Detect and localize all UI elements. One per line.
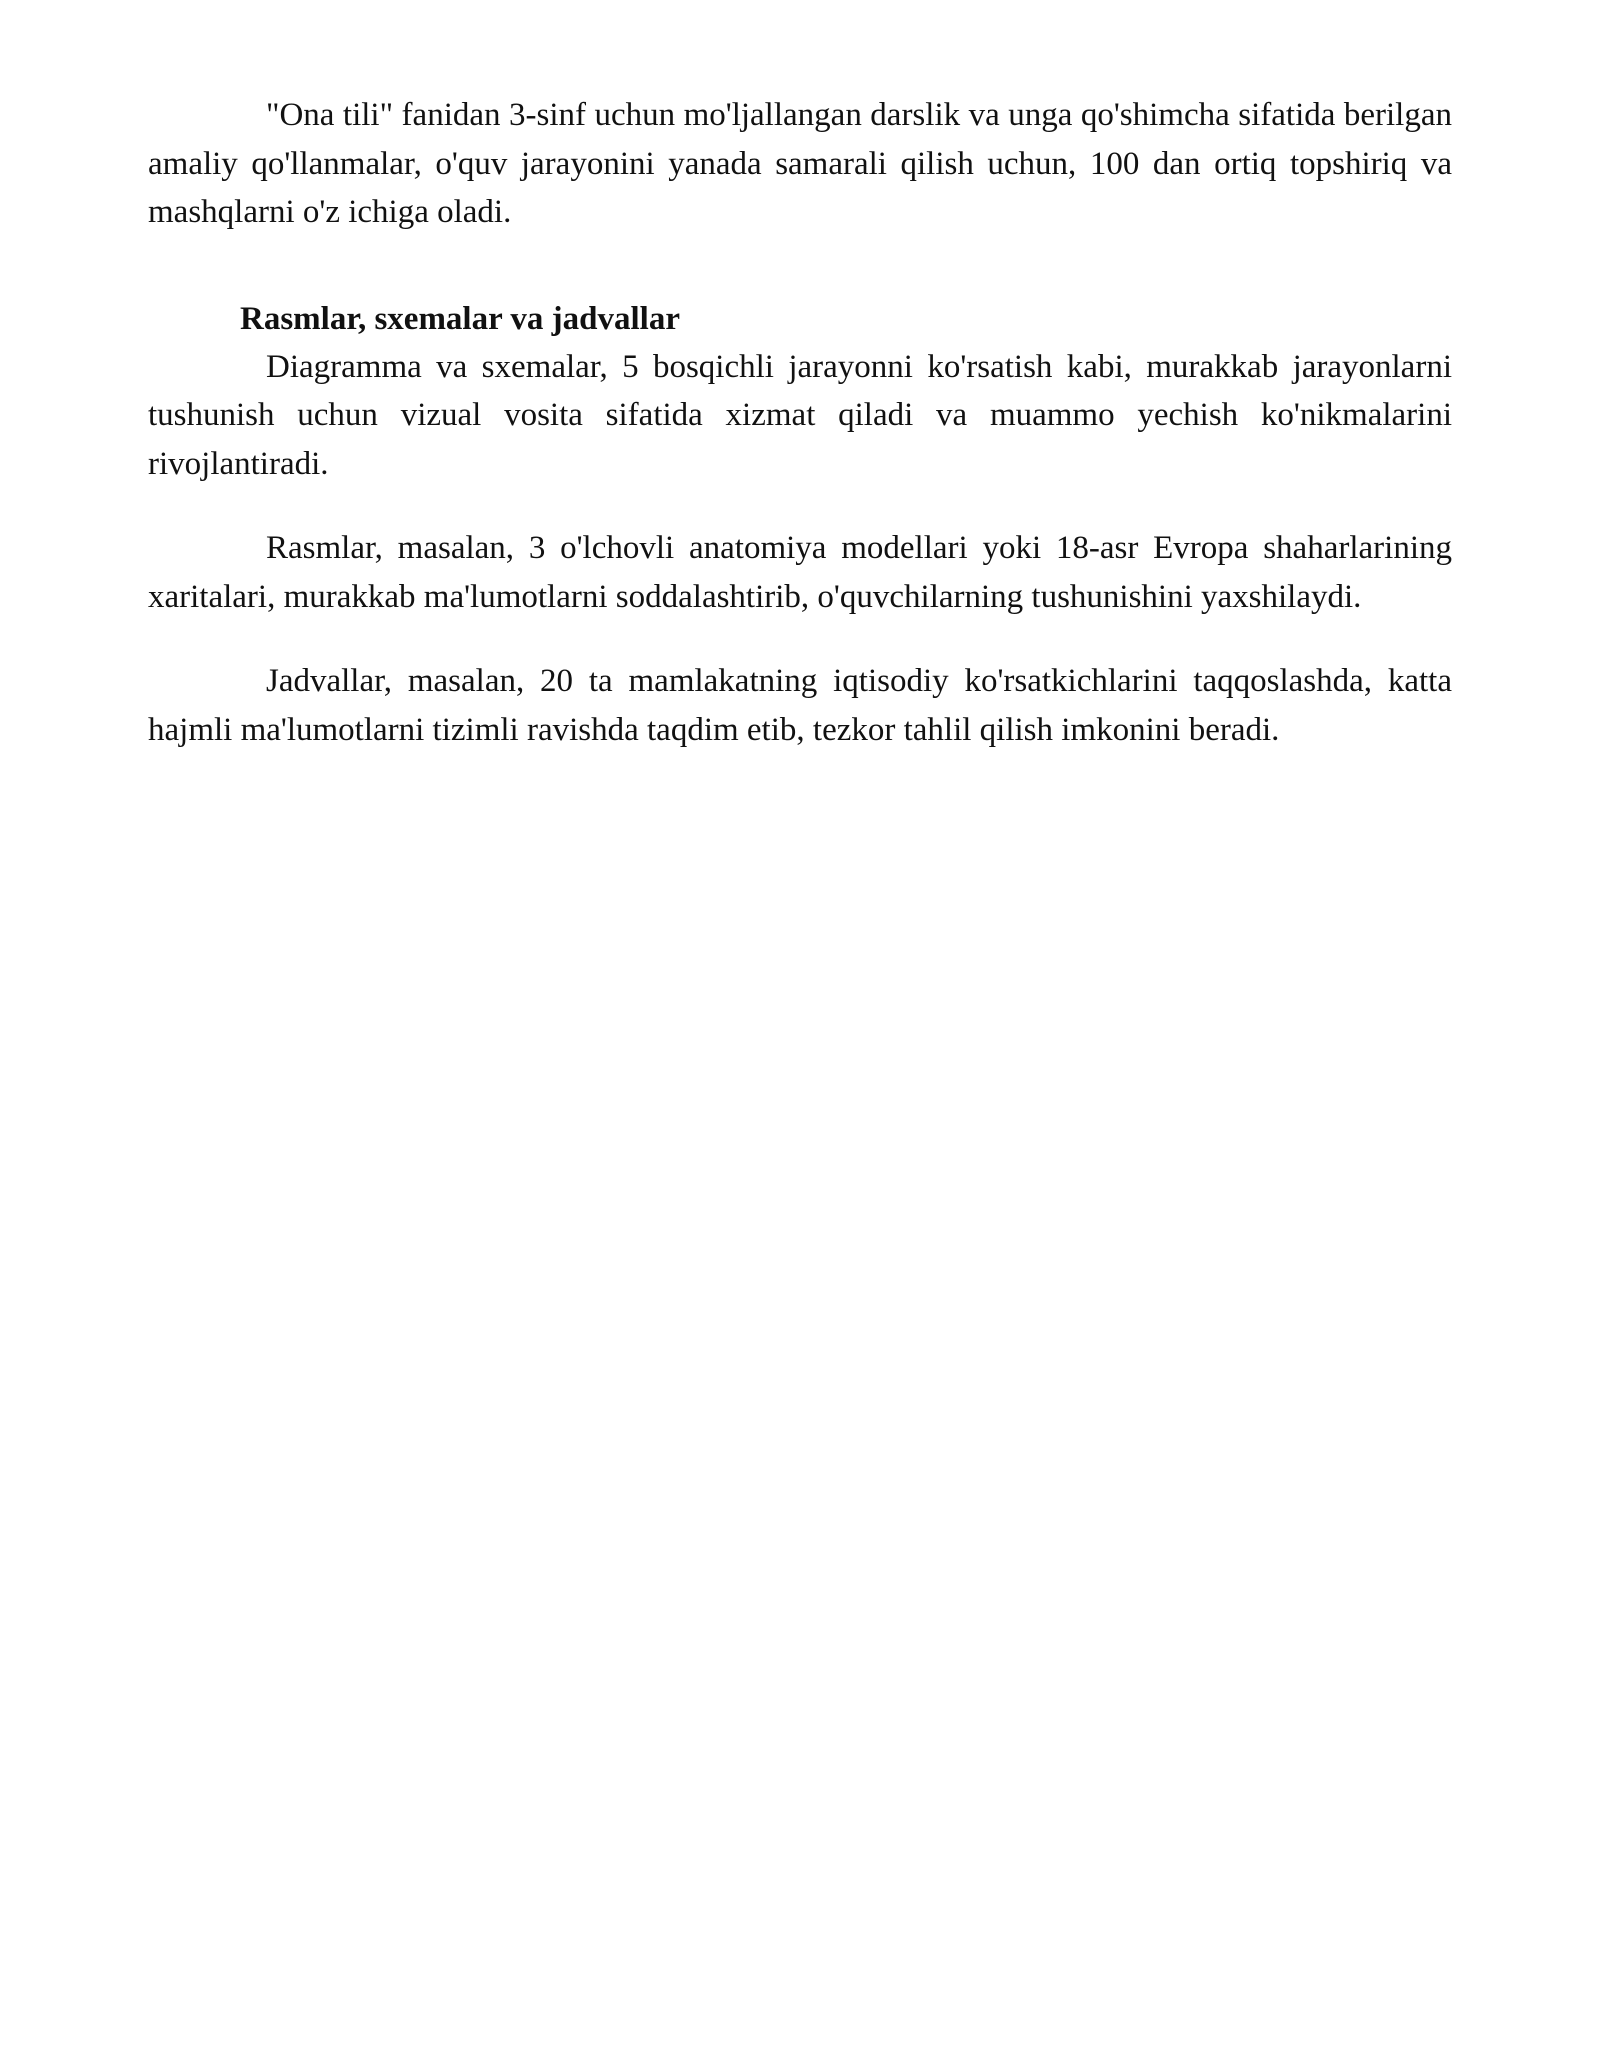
diagram-paragraph: Diagramma va sxemalar, 5 bosqichli jarayonni ko'rsatish kabi, murakkab jarayonlarni tushunish uchun vizual vosita sifatida xizmat qiladi va muammo yechish ko'nikmalarini rivojlantiradi. [148,348,1452,482]
images-paragraph: Rasmlar, masalan, 3 o'lchovli anatomiya modellari yoki 18-asr Evropa shaharlarining xaritalari, murakkab ma'lumotlarni soddalashtirib, o'quvchilarning tushunishini yaxshilaydi. [148,530,1452,615]
section-heading: Rasmlar, sxemalar va jadvallar [240,300,680,337]
tables-paragraph: Jadvallar, masalan, 20 ta mamlakatning iqtisodiy ko'rsatkichlarini taqqoslashda, katta hajmli ma'lumotlarni tizimli ravishda taqdim etib, tezkor tahlil qilish imkonini beradi. [148,663,1452,748]
document-body [148,91,1452,754]
intro-paragraph: "Ona tili" fanidan 3-sinf uchun mo'ljallangan darslik va unga qo'shimcha sifatida berilgan amaliy qo'llanmalar, o'quv jarayonini yanada samarali qilish uchun, 100 dan ortiq topshiriq va mashqlarni o'z ichiga oladi. [148,97,1452,230]
